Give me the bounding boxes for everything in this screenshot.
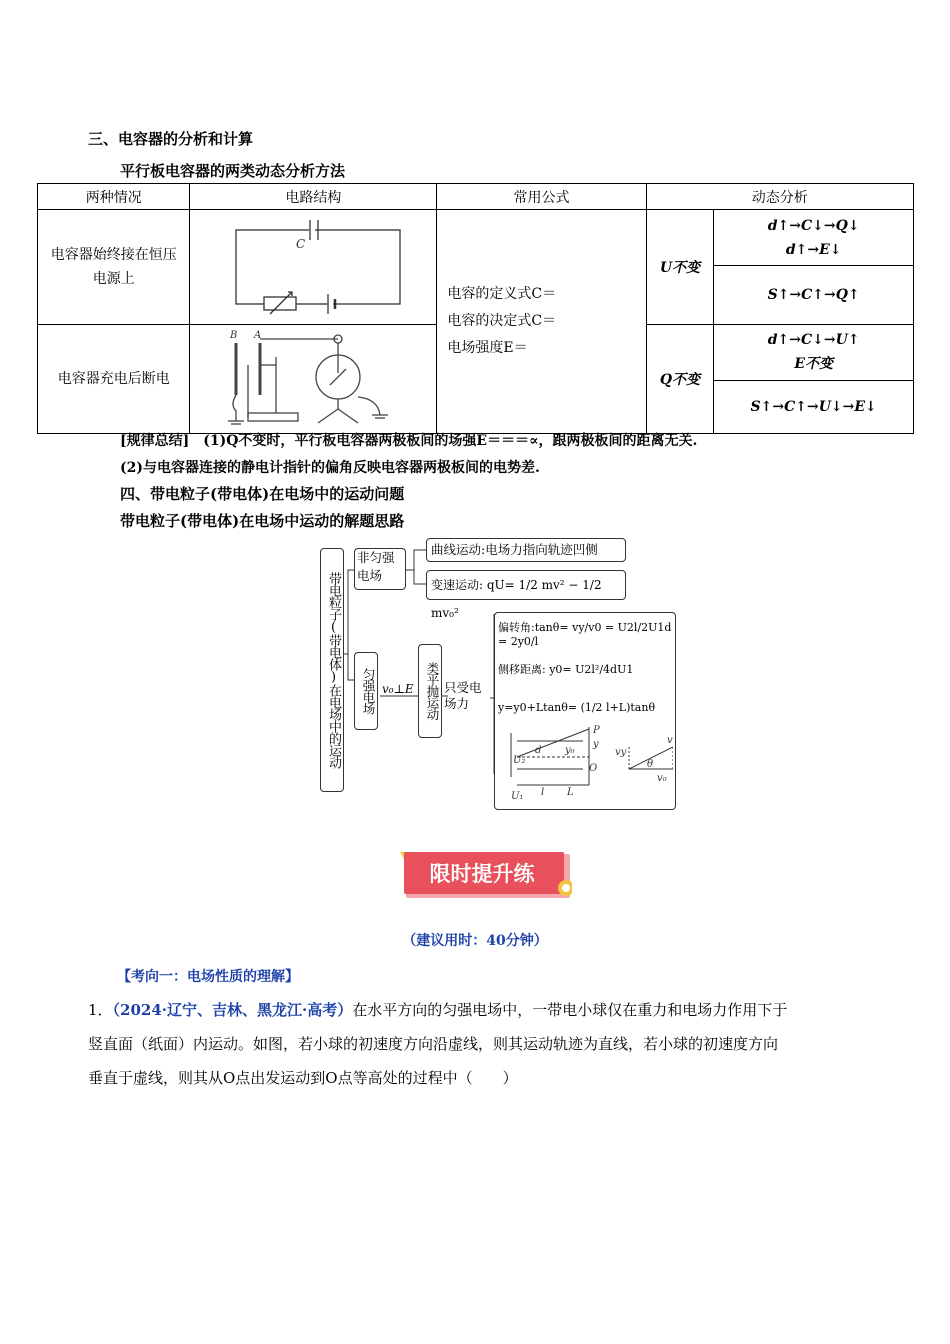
plate-a-label: A [254,330,262,341]
summary-line-1: [规律总结] (1)Q不变时，平行板电容器两极板间的场强E＝＝＝∝，跟两极板间的距离无关. [120,433,698,449]
case-disconnected: 电容器充电后断电 [38,325,190,434]
flow-curve: 曲线运动:电场力指向轨迹凹侧 [426,538,626,562]
formula-determination: 电容的决定式C＝ [447,313,557,329]
question-number: 1． [88,1001,113,1019]
label-theta: θ [647,759,654,770]
section-3-heading: 三、电容器的分析和计算 [88,130,254,148]
question-source: （2024·辽宁、吉林、黑龙江·高考） [112,1001,353,1019]
label-d: d [535,745,542,756]
flow-perp: v₀⊥E [382,682,414,696]
formula-field-strength: 电场强度E＝ [447,340,528,356]
practice-badge [400,848,572,903]
label-p: P [593,725,600,736]
total-displacement: y=y0+Ltanθ= (1/2 l+L)tanθ [498,701,656,714]
capacitor-label-c: C [296,237,306,251]
circuit-diagram-1 [190,210,437,325]
question-text-1: 在水平方向的匀强电场中，一带电小球仅在重力和电场力作用下于 [352,1001,788,1019]
question-1 [88,993,888,1095]
flow-nonuniform: 非匀强电场 [354,548,406,590]
label-y: y [593,739,599,750]
deflection-figure [497,725,673,807]
label-vy: vy [615,747,627,758]
label-u2: U₂ [513,755,526,766]
circuit-diagram-2 [190,325,437,434]
formula-definition: 电容的定义式C＝ [447,286,557,302]
deflect-distance: 侧移距离: y0= U2l²/4dU1 [498,663,634,676]
label-l: l [541,787,545,798]
case-constant-voltage: 电容器始终接在恒压电源上 [38,210,190,325]
flow-uniform: 匀强电场 [354,652,378,730]
section-4-heading: 四、带电粒子(带电体)在电场中的运动问题 [120,485,405,503]
electroscope-diagram [190,325,436,429]
label-u1: U₁ [511,791,524,802]
flow-result-box [494,612,676,810]
dynamic-3: d↑→C↓→U↑ E不变 [714,325,914,381]
label-y0: y₀ [565,745,575,756]
solution-flowchart [318,534,678,812]
time-note: （建议用时：40分钟） [402,933,548,949]
capacitor-table [37,183,914,434]
summary-line-2: (2)与电容器连接的静电计指针的偏角反映电容器两极板间的电势差. [120,460,540,476]
u-constant-label: U不变 [646,210,714,325]
topic-heading: 【考向一：电场性质的理解】 [117,969,299,985]
section-3-subheading: 平行板电容器的两类动态分析方法 [120,162,346,180]
flow-only-force: 只受电场力 [444,680,482,711]
constant-voltage-circuit [190,210,436,320]
formula-cell [437,210,646,434]
q-constant-label: Q不变 [646,325,714,434]
flow-speed: 变速运动: qU= 1/2 mv² − 1/2 mv₀² [426,570,626,600]
section-4-subheading: 带电粒子(带电体)在电场中运动的解题思路 [120,512,405,530]
flow-projectile: 类平抛运动 [418,644,442,738]
label-o: O [589,763,598,774]
question-text-3: 垂直于虚线，则其从O点出发运动到O点等高处的过程中（ ） [88,1069,518,1087]
header-circuit: 电路结构 [190,184,437,210]
label-v: v [667,735,673,746]
question-text-2: 竖直面（纸面）内运动。如图，若小球的初速度方向沿虚线，则其运动轨迹为直线，若小球的初速度方向 [88,1035,779,1053]
label-v0: v₀ [657,773,667,784]
plate-b-label: B [230,330,238,341]
header-dynamic: 动态分析 [646,184,913,210]
badge-label: 限时提升练 [429,862,535,886]
header-cases: 两种情况 [38,184,190,210]
header-formula: 常用公式 [437,184,646,210]
dynamic-1: d↑→C↓→Q↓ d↑→E↓ [714,210,914,266]
dynamic-2: S↑→C↑→Q↑ [714,266,914,325]
label-big-l: L [567,787,574,798]
flow-root: 带电粒子(带电体)在电场中的运动 [320,548,344,792]
deflect-angle: 偏转角:tanθ= vy/v0 = U2l/2U1d = 2y0/l [498,621,672,648]
dynamic-4: S↑→C↑→U↓→E↓ [714,380,914,433]
